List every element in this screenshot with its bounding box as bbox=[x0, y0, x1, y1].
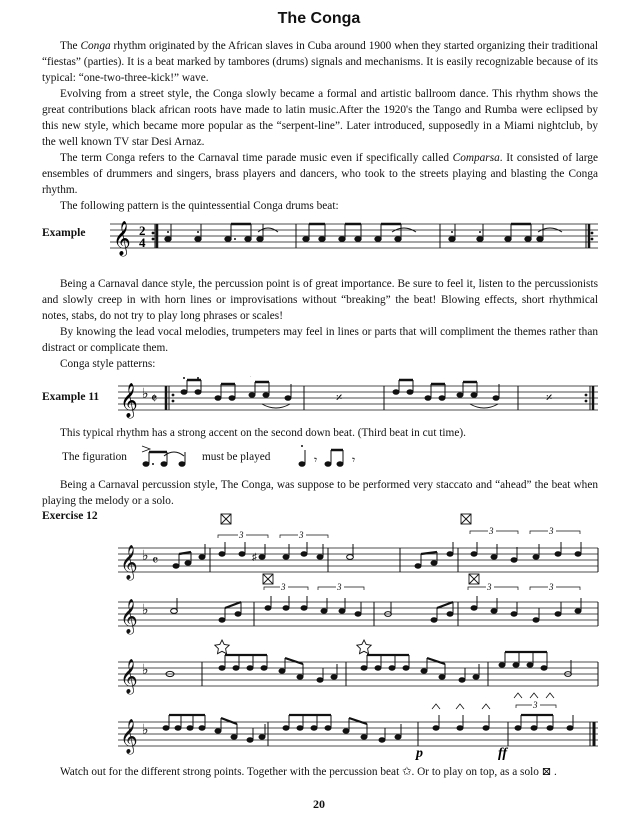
svg-text:♯: ♯ bbox=[252, 552, 257, 563]
staccato-paragraph: Being a Carnaval percussion style, The Conga, was suppose to be performed very staccato and “ahead” the beat when playing the melody or a solo. bbox=[42, 479, 598, 507]
page-title: The Conga bbox=[277, 10, 361, 27]
treble-clef-icon: 𝄞 bbox=[120, 719, 138, 754]
exercise-12-staves bbox=[118, 512, 600, 762]
repeat-measure-icon: 𝄎 bbox=[336, 390, 343, 405]
triplet-number: 3 bbox=[549, 582, 554, 592]
treble-clef-icon: 𝄞 bbox=[120, 599, 138, 634]
treble-clef-icon: 𝄞 bbox=[120, 383, 138, 418]
lead-vocal-paragraph: By knowing the lead vocal melodies, trumpeters may feel in lines or parts that will compliment the themes rather than distract or complicate them. bbox=[42, 326, 598, 354]
figuration-label: The figuration bbox=[62, 451, 127, 463]
solo-box-icon bbox=[263, 574, 273, 584]
example-11-staff bbox=[118, 376, 600, 420]
evolution-paragraph: Evolving from a street style, the Conga slowly became a formal and artistic ballroom dance. This rhythm shows the great contributions black african roots have made to latin music.After the 1920's the Tango and Rumba were eclipsed by this new style, which became more popular as the “serpent-line”. Later introduced, supposedly in a Miami nightclub, by the well known TV star Desi Arnaz. bbox=[42, 88, 598, 148]
accent-paragraph: This typical rhythm has a strong accent on the second down beat. (Third beat in cut time). bbox=[60, 427, 466, 439]
pattern-intro: The following pattern is the quintessential Conga drums beat: bbox=[60, 200, 339, 212]
svg-text:♭: ♭ bbox=[142, 603, 149, 618]
intro-paragraph bbox=[42, 38, 598, 86]
p3-text-cont: . It consisted of large ensembles of drummers and singers, brass players and dancers, who took to the streets playing and blasting the Conga rhythm. bbox=[42, 152, 599, 196]
must-be-played-label: must be played bbox=[202, 451, 271, 463]
triplet-number: 3 bbox=[299, 530, 304, 540]
p1-text: The bbox=[60, 40, 81, 52]
p1-text-cont: rhythm originated by the African slaves in Cuba around 1900 when they started organizing their traditional “fiestas” (parties). It is a beat marked by tambores (drums) signals and mechanisms. It is easily recognizable because of its typical: “one-two-three-kick!” wave. bbox=[42, 40, 598, 84]
triplet-number: 3 bbox=[337, 582, 342, 592]
treble-clef-icon: 𝄞 bbox=[120, 659, 138, 694]
svg-text:𝄴: 𝄴 bbox=[152, 554, 159, 569]
time-signature-bottom: 4 bbox=[139, 235, 146, 250]
p1-italic: Conga bbox=[80, 40, 111, 52]
solo-box-icon bbox=[461, 514, 471, 524]
svg-text:♭: ♭ bbox=[142, 663, 149, 678]
treble-clef-icon: 𝄞 bbox=[113, 221, 131, 256]
carnaval-paragraph bbox=[42, 150, 598, 198]
svg-text:𝄾: 𝄾 bbox=[314, 453, 318, 467]
triplet-number: 3 bbox=[533, 700, 538, 710]
exercise-12-label: Exercise 12 bbox=[42, 510, 98, 522]
strong-points-paragraph: Watch out for the different strong points. Together with the percussion beat ✩. Or to play on top, as a solo ⊠ . bbox=[60, 766, 557, 778]
svg-text:♭: ♭ bbox=[142, 549, 149, 564]
figuration-notation bbox=[140, 440, 192, 472]
triplet-number: 3 bbox=[487, 582, 492, 592]
repeat-measure-icon: 𝄎 bbox=[546, 390, 553, 405]
rhythm-notes bbox=[165, 224, 562, 241]
triplet-number: 3 bbox=[489, 526, 494, 536]
example-11-label: Example 11 bbox=[42, 391, 100, 403]
dynamic-piano: p bbox=[416, 746, 423, 761]
p3-text: The term Conga refers to the Carnaval time parade music even if specifically called bbox=[60, 152, 453, 164]
triplet-number: 3 bbox=[549, 526, 554, 536]
percussion-paragraph: Being a Carnaval dance style, the percussion point is of great importance. Be sure to feel it, listen to the percussionists and slowly creep in with horn lines or improvisations without “breaking” the beat! Blowing effects, short rhythmical notes, stabs, do not try to play long phrases or scales! bbox=[42, 278, 598, 322]
percussion-star-icon bbox=[357, 640, 371, 654]
solo-box-icon bbox=[469, 574, 479, 584]
style-patterns-heading: Conga style patterns: bbox=[60, 358, 156, 370]
example-label: Example bbox=[42, 227, 86, 239]
flat-icon: ♭ bbox=[142, 387, 149, 402]
p3-italic: Comparsa bbox=[452, 152, 500, 164]
dynamic-fortissimo: ff bbox=[498, 746, 508, 761]
page-number: 20 bbox=[313, 797, 325, 811]
triplet-number: 3 bbox=[281, 582, 286, 592]
treble-clef-icon: 𝄞 bbox=[120, 545, 138, 580]
cut-time-icon: 𝄵 bbox=[151, 392, 158, 407]
solo-box-icon bbox=[221, 514, 231, 524]
time-signature-top: 2 bbox=[139, 223, 146, 238]
triplet-number: 3 bbox=[239, 530, 244, 540]
svg-text:♭: ♭ bbox=[142, 723, 149, 738]
percussion-star-icon bbox=[215, 640, 229, 654]
conga-drum-staff bbox=[110, 218, 600, 260]
svg-text:𝄾: 𝄾 bbox=[352, 453, 356, 467]
played-notation bbox=[296, 440, 366, 472]
